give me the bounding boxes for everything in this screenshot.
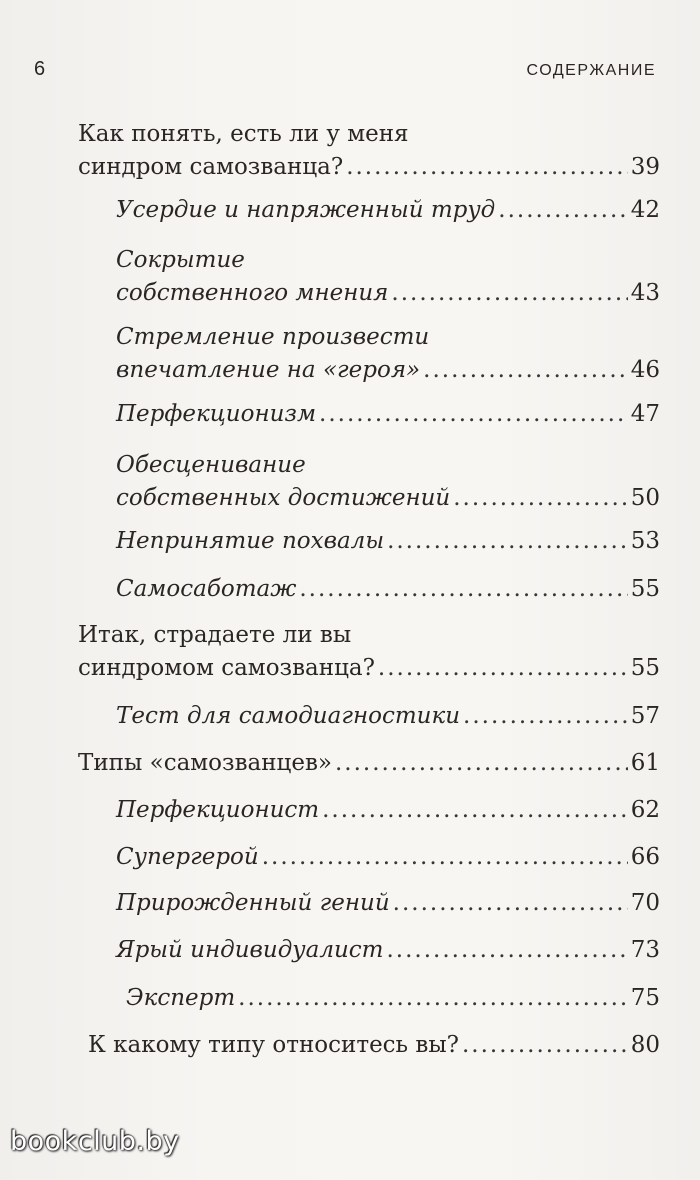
toc-entry [116, 321, 660, 387]
dot-leader [262, 841, 628, 874]
toc-entry-title: собственных достижений [116, 485, 451, 511]
toc-entry-first-line: Сокрытие [116, 247, 245, 273]
toc-entry [116, 194, 660, 227]
toc-entry-title: впечатление на «героя» [116, 357, 421, 383]
toc-page-number: 61 [630, 750, 660, 776]
toc-entry-title: Типы «самозванцев» [78, 750, 332, 776]
toc-entry-title: синдромом самозванца? [78, 655, 375, 681]
toc-page-number: 46 [630, 357, 660, 383]
dot-leader [346, 151, 628, 184]
toc-page-number: 39 [630, 154, 660, 180]
toc-entry [116, 841, 660, 874]
toc-entry-first-line: Итак, страдаете ли вы [78, 622, 352, 648]
toc-entry-title: Непринятие похвалы [116, 528, 385, 554]
dot-leader [319, 398, 628, 431]
toc-entry [78, 747, 660, 780]
toc-page-number: 75 [630, 985, 660, 1011]
toc-page-number: 50 [630, 485, 660, 511]
toc-entry [116, 794, 660, 827]
dot-leader [238, 982, 628, 1015]
toc-entry-title: Супергерой [116, 844, 259, 870]
toc-page-number: 47 [630, 401, 660, 427]
dot-leader [391, 277, 627, 310]
toc-page-number: 55 [630, 576, 660, 602]
toc-entry [116, 244, 660, 310]
toc-entry [116, 700, 660, 733]
page-number: 6 [34, 58, 47, 80]
toc-entry-title: собственного мнения [116, 280, 389, 306]
toc-page-number: 66 [630, 844, 660, 870]
toc-entry [78, 118, 660, 184]
toc-page-number: 53 [630, 528, 660, 554]
toc-page-number: 55 [630, 655, 660, 681]
toc-entry-title: Самосаботаж [116, 576, 297, 602]
dot-leader [423, 354, 628, 387]
toc-entry [116, 398, 660, 431]
toc-entry-title: Перфекционист [116, 797, 320, 823]
toc-entry [78, 619, 660, 685]
dot-leader [393, 887, 628, 920]
toc-entry-first-line: Стремление произвести [116, 324, 430, 350]
toc-entry-title: Перфекционизм [116, 401, 317, 427]
toc-entry-title: Усердие и напряженный труд [116, 197, 496, 223]
dot-leader [387, 525, 628, 558]
watermark: bookclub.by [10, 1126, 180, 1157]
dot-leader [498, 194, 627, 227]
toc-entry-title: Тест для самодиагностики [116, 703, 461, 729]
toc-entry-first-line: Обесценивание [116, 452, 306, 478]
toc-entry [116, 887, 660, 920]
dot-leader [387, 934, 628, 967]
toc-entry [116, 525, 660, 558]
dot-leader [462, 1029, 628, 1062]
toc-entry [88, 1029, 660, 1062]
dot-leader [453, 482, 627, 515]
toc-page-number: 57 [630, 703, 660, 729]
toc-entry-first-line: Как понять, есть ли у меня [78, 121, 409, 147]
toc-entry [116, 449, 660, 515]
toc-entry [116, 573, 660, 606]
running-header: СОДЕРЖАНИЕ [526, 62, 656, 79]
dot-leader [378, 652, 628, 685]
toc-entry-title: синдром самозванца? [78, 154, 344, 180]
toc-entry [116, 934, 660, 967]
dot-leader [322, 794, 628, 827]
toc-page-number: 43 [630, 280, 660, 306]
toc-entry-title: К какому типу относитесь вы? [88, 1032, 459, 1058]
toc-page-number: 70 [630, 890, 660, 916]
toc-page-number: 62 [630, 797, 660, 823]
toc-entry-title: Ярый индивидуалист [116, 937, 384, 963]
toc-entry-title: Эксперт [126, 985, 236, 1011]
toc-entry-title: Прирожденный гений [116, 890, 390, 916]
toc-page-number: 73 [630, 937, 660, 963]
toc-page-number: 80 [630, 1032, 660, 1058]
toc-entry [126, 982, 660, 1015]
dot-leader [299, 573, 627, 606]
toc-page-number: 42 [630, 197, 660, 223]
dot-leader [463, 700, 628, 733]
dot-leader [335, 747, 628, 780]
